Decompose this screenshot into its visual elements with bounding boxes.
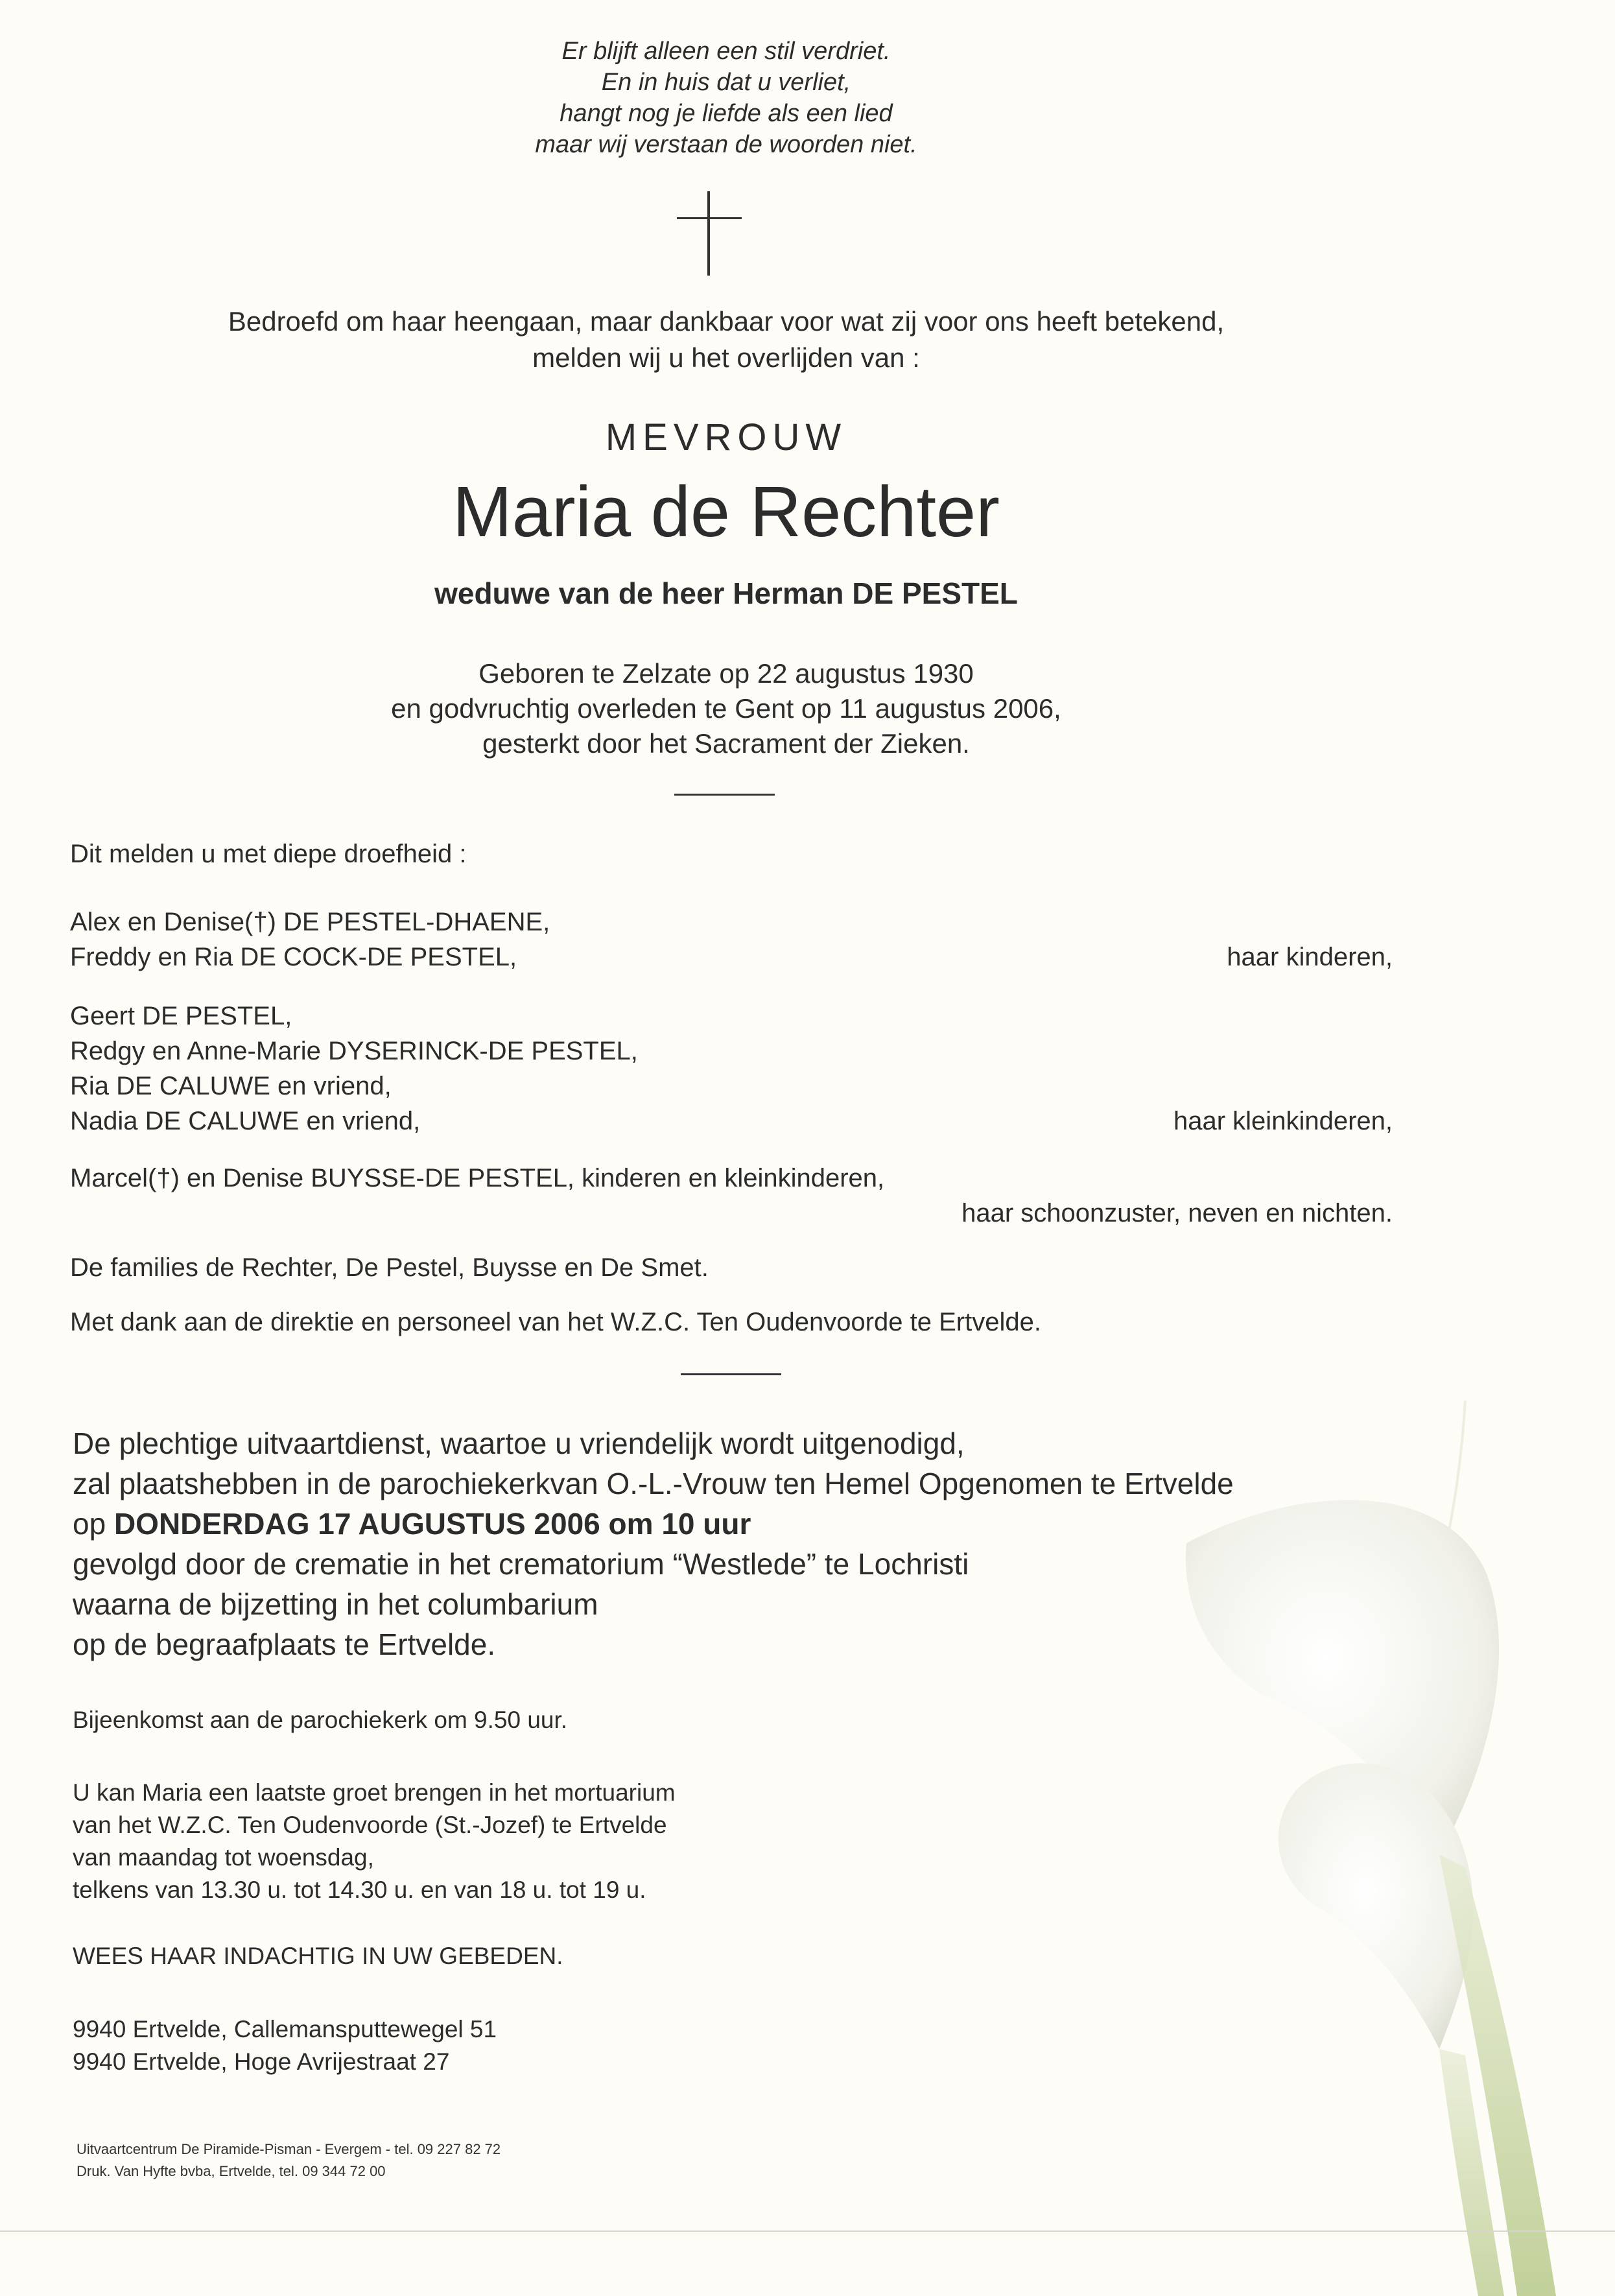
footer: [77, 2138, 501, 2183]
divider: [681, 1373, 781, 1375]
address-line: 9940 Ertvelde, Hoge Avrijestraat 27: [73, 2048, 450, 2075]
poem-line: Er blijft alleen een stil verdriet.: [561, 38, 891, 65]
spouse-line: weduwe van de heer Herman DE PESTEL: [434, 576, 1018, 610]
visit-info: [73, 1777, 676, 1906]
poem: [0, 36, 1452, 160]
honorific: MEVROUW: [605, 416, 847, 458]
ceremony-line: zal plaatshebben in de parochiekerkvan O.-L.-Vrouw ten Hemel Opgenomen te Ertvelde: [73, 1467, 1234, 1500]
footer-line: Uitvaartcentrum De Piramide-Pisman - Evergem - tel. 09 227 82 72: [77, 2141, 501, 2157]
addresses: [73, 2013, 497, 2078]
sacrament-line: gesterkt door het Sacrament der Zieken.: [482, 728, 970, 759]
family-role: haar kleinkinderen,: [1173, 1107, 1393, 1135]
family-role: haar schoonzuster, neven en nichten.: [961, 1199, 1393, 1227]
children-block: [70, 905, 1393, 975]
ceremony-line: op de begraafplaats te Ertvelde.: [73, 1627, 496, 1661]
poem-line: maar wij verstaan de woorden niet.: [535, 131, 917, 158]
birth-line: Geboren te Zelzate op 22 augustus 1930: [478, 658, 974, 689]
bottom-divider: [0, 2231, 1615, 2232]
intro-text: [0, 303, 1452, 376]
ceremony-date: DONDERDAG 17 AUGUSTUS 2006 om 10 uur: [113, 1507, 751, 1541]
ceremony-line: De plechtige uitvaartdienst, waartoe u vriendelijk wordt uitgenodigd,: [73, 1426, 965, 1460]
families-line: De families de Rechter, De Pestel, Buysse en De Smet.: [70, 1253, 709, 1282]
family-line: Ria DE CALUWE en vriend,: [70, 1072, 392, 1100]
death-line: en godvruchtig overleden te Gent op 11 augustus 2006,: [391, 693, 1061, 724]
cross-icon: [677, 191, 742, 276]
family-line: Alex en Denise(†) DE PESTEL-DHAENE,: [70, 908, 550, 936]
grandchildren-block: [70, 999, 1393, 1139]
family-role: haar kinderen,: [1227, 943, 1393, 971]
visit-line: telkens van 13.30 u. tot 14.30 u. en van 18 u. tot 19 u.: [73, 1876, 646, 1903]
thanks-line: Met dank aan de direktie en personeel van het W.Z.C. Ten Oudenvoorde te Ertvelde.: [70, 1308, 1041, 1336]
meeting-info: Bijeenkomst aan de parochiekerk om 9.50 uur.: [73, 1707, 568, 1733]
poem-line: En in huis dat u verliet,: [601, 69, 851, 96]
family-line: Freddy en Ria DE COCK-DE PESTEL,: [70, 943, 517, 971]
visit-line: U kan Maria een laatste groet brengen in het mortuarium: [73, 1779, 676, 1806]
visit-line: van maandag tot woensdag,: [73, 1844, 374, 1871]
prayer-request: WEES HAAR INDACHTIG IN UW GEBEDEN.: [73, 1943, 563, 1969]
divider: [674, 794, 775, 796]
ceremony-date-line: op DONDERDAG 17 AUGUSTUS 2006 om 10 uur: [73, 1507, 751, 1541]
birth-death-info: [0, 656, 1452, 761]
deceased-name: Maria de Rechter: [453, 472, 1000, 552]
family-line: Nadia DE CALUWE en vriend,: [70, 1107, 421, 1135]
sister-in-law-block: [70, 1161, 1393, 1231]
address-line: 9940 Ertvelde, Callemansputtewegel 51: [73, 2016, 497, 2042]
visit-line: van het W.Z.C. Ten Oudenvoorde (St.-Jozef) te Ertvelde: [73, 1812, 667, 1838]
family-line: Marcel(†) en Denise BUYSSE-DE PESTEL, kinderen en kleinkinderen,: [70, 1164, 885, 1192]
family-line: Geert DE PESTEL,: [70, 1002, 292, 1030]
poem-line: hangt nog je liefde als een lied: [560, 100, 893, 127]
family-line: Redgy en Anne-Marie DYSERINCK-DE PESTEL,: [70, 1037, 638, 1065]
footer-line: Druk. Van Hyfte bvba, Ertvelde, tel. 09 344 72 00: [77, 2163, 386, 2179]
family-heading: Dit melden u met diepe droefheid :: [70, 840, 467, 868]
intro-line: Bedroefd om haar heengaan, maar dankbaar voor wat zij voor ons heeft betekend,: [228, 306, 1225, 337]
ceremony-line: waarna de bijzetting in het columbarium: [73, 1587, 598, 1621]
ceremony-line: gevolgd door de crematie in het crematorium “Westlede” te Lochristi: [73, 1547, 969, 1581]
intro-line: melden wij u het overlijden van :: [532, 342, 920, 373]
ceremony-block: [73, 1423, 1434, 1664]
